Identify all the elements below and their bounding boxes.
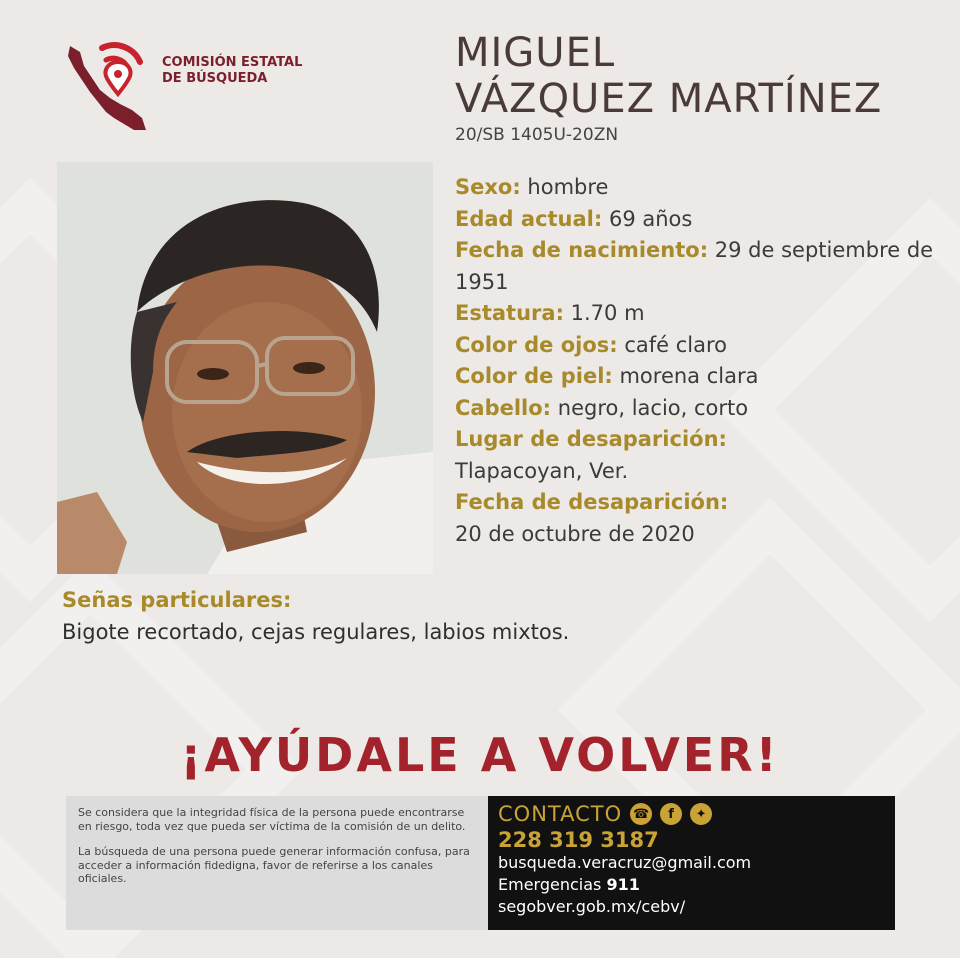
- senas-title: Señas particulares:: [62, 588, 292, 612]
- person-name-line2: VÁZQUEZ MARTÍNEZ: [455, 76, 883, 122]
- agency-name-line1: COMISIÓN ESTATAL: [162, 55, 303, 70]
- detail-value: Tlapacoyan, Ver.: [455, 458, 629, 483]
- person-name: [455, 30, 955, 122]
- person-details: [455, 172, 935, 550]
- headline: ¡AYÚDALE A VOLVER!: [180, 728, 780, 782]
- senas-text: Bigote recortado, cejas regulares, labios mixtos.: [62, 620, 570, 644]
- contact-web[interactable]: segobver.gob.mx/cebv/: [498, 897, 686, 916]
- contact-title: CONTACTO: [498, 802, 623, 826]
- contact-box: [488, 796, 895, 930]
- detail-value: 69 años: [602, 206, 693, 231]
- detail-label: Color de ojos:: [455, 332, 618, 357]
- detail-ojos: [455, 330, 935, 362]
- detail-value: hombre: [520, 175, 609, 199]
- detail-sexo: [455, 172, 935, 204]
- detail-value: morena clara: [612, 364, 759, 388]
- person-portrait-illustration: [57, 162, 433, 574]
- notice-paragraph: La búsqueda de una persona puede generar información confusa, para acceder a información fidedigna, favor de referirse a los canales oficiales.: [78, 845, 470, 885]
- detail-value: café claro: [617, 332, 728, 357]
- case-folio: 20/SB 1405U-20ZN: [455, 125, 619, 145]
- detail-cabello: [455, 393, 935, 425]
- detail-value: 1.70 m: [563, 301, 645, 325]
- twitter-icon[interactable]: ✦: [690, 803, 712, 825]
- agency-name: [162, 55, 302, 87]
- notice-paragraph: Se considera que la integridad física de la persona puede encontrarse en riesgo, toda vez que pueda ser víctima de la comisión de un delito.: [78, 806, 466, 833]
- contact-email[interactable]: busqueda.veracruz@gmail.com: [498, 853, 752, 872]
- emergency-number[interactable]: 911: [606, 875, 640, 894]
- facebook-icon[interactable]: f: [660, 803, 682, 825]
- detail-label: Estatura:: [455, 301, 564, 325]
- detail-label: Sexo:: [455, 175, 521, 199]
- contact-emergency: [498, 874, 885, 896]
- detail-label: Edad actual:: [455, 206, 603, 231]
- contact-phone[interactable]: 228 319 3187: [498, 828, 659, 852]
- detail-edad: [455, 204, 935, 236]
- emergency-label: Emergencias: [498, 875, 607, 894]
- detail-value: negro, lacio, corto: [551, 395, 749, 420]
- phone-icon[interactable]: ☎: [630, 803, 652, 825]
- contact-header: [498, 802, 885, 826]
- detail-value: 29 de septiembre de 1951: [455, 238, 934, 294]
- agency-name-line2: DE BÚSQUEDA: [162, 71, 268, 86]
- veracruz-map-pin-icon: [62, 38, 162, 138]
- detail-value: 20 de octubre de 2020: [455, 521, 695, 546]
- detail-label: Fecha de desaparición:: [455, 490, 729, 514]
- detail-label: Color de piel:: [455, 364, 613, 388]
- detail-estatura: [455, 298, 935, 330]
- person-name-line1: MIGUEL: [455, 30, 616, 76]
- detail-fecha-desaparicion: [455, 487, 935, 550]
- agency-logo: [62, 38, 332, 138]
- detail-nacimiento: [455, 235, 935, 298]
- person-photo: [57, 162, 433, 574]
- detail-label: Cabello:: [455, 395, 552, 420]
- detail-label: Fecha de nacimiento:: [455, 238, 709, 262]
- detail-lugar: [455, 424, 935, 487]
- detail-label: Lugar de desaparición:: [455, 427, 727, 451]
- detail-piel: [455, 361, 935, 393]
- notice-box: [66, 796, 488, 930]
